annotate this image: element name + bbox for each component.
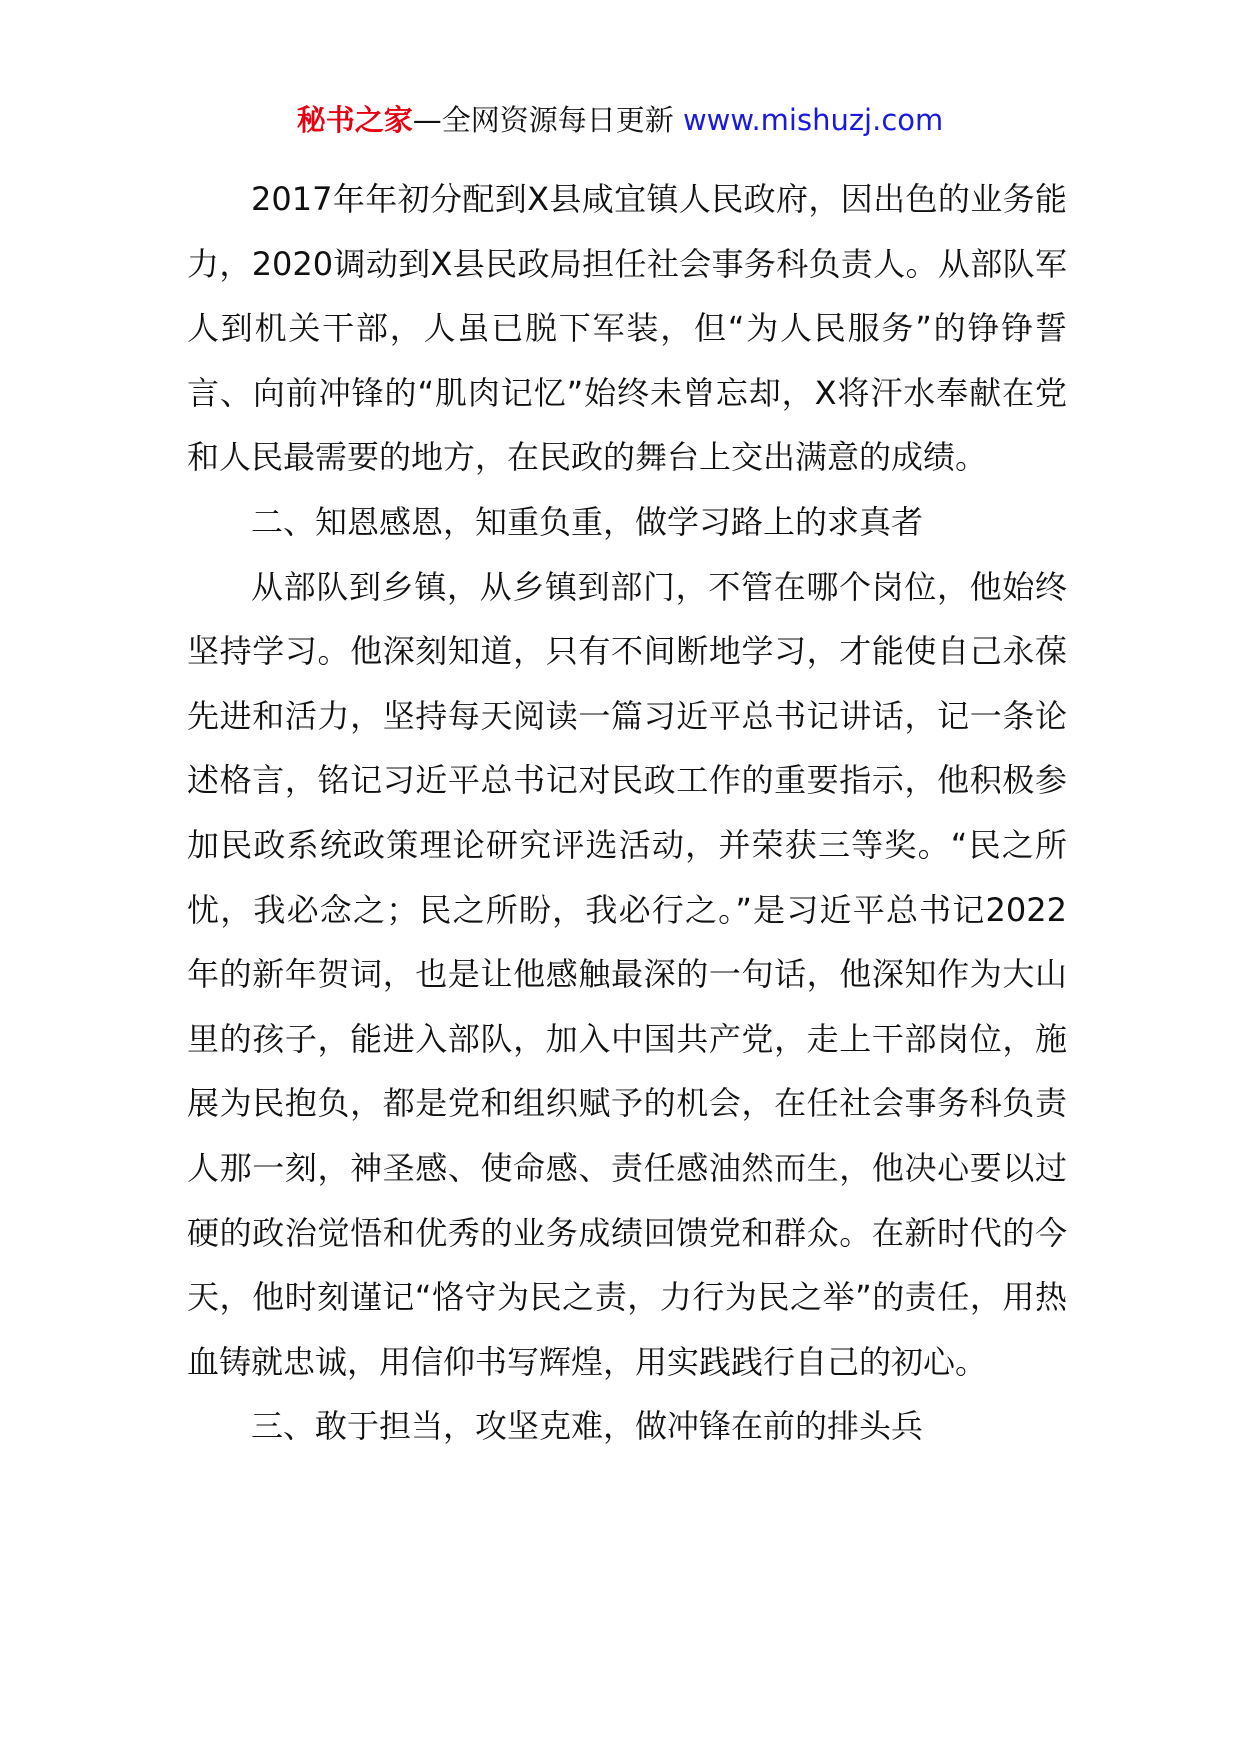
section-heading: 三、敢于担当，攻坚克难，做冲锋在前的排头兵 [251,1407,924,1446]
body-paragraph: 2017年年初分配到X县咸宜镇人民政府，因出色的业务能力，2020调动到X县民政局担任社会事务科负责人。从部队军人到机关干部，人虽已脱下军装，但“为人民服务”的铮铮誓言、向前冲锋的“肌肉记忆”始终未曾忘却，X将汗水奉献在党和人民最需要的地方，在民政的舞台上交出满意的成绩。 [187,180,1067,477]
header-tagline: —全网资源每日更新 [412,103,674,137]
site-url-link[interactable]: www.mishuzj.com [682,103,944,137]
body-paragraph: 从部队到乡镇，从乡镇到部门，不管在哪个岗位，他始终坚持学习。他深刻知道，只有不间断地学习，才能使自己永葆先进和活力，坚持每天阅读一篇习近平总书记讲话，记一条论述格言，铭记习近平总书记对民政工作的重要指示，他积极参加民政系统政策理论研究评选活动，并荣获三等奖。“民之所忧，我必念之；民之所盼，我必行之。”是习近平总书记2022年的新年贺词，也是让他感触最深的一句话，他深知作为大山里的孩子，能进入部队，加入中国共产党，走上干部岗位，施展为民抱负，都是党和组织赋予的机会，在任社会事务科负责人那一刻，神圣感、使命感、责任感油然而生，他决心要以过硬的政治觉悟和优秀的业务成绩回馈党和群众。在新时代的今天，他时刻谨记“恪守为民之责，力行为民之举”的责任，用热血铸就忠诚，用信仰书写辉煌，用实践践行自己的初心。 [187,567,1067,1381]
document-body [187,167,1067,1459]
section-heading: 二、知恩感恩，知重负重，做学习路上的求真者 [251,502,924,541]
page-header [0,100,1240,140]
brand-name: 秘书之家 [296,103,413,137]
